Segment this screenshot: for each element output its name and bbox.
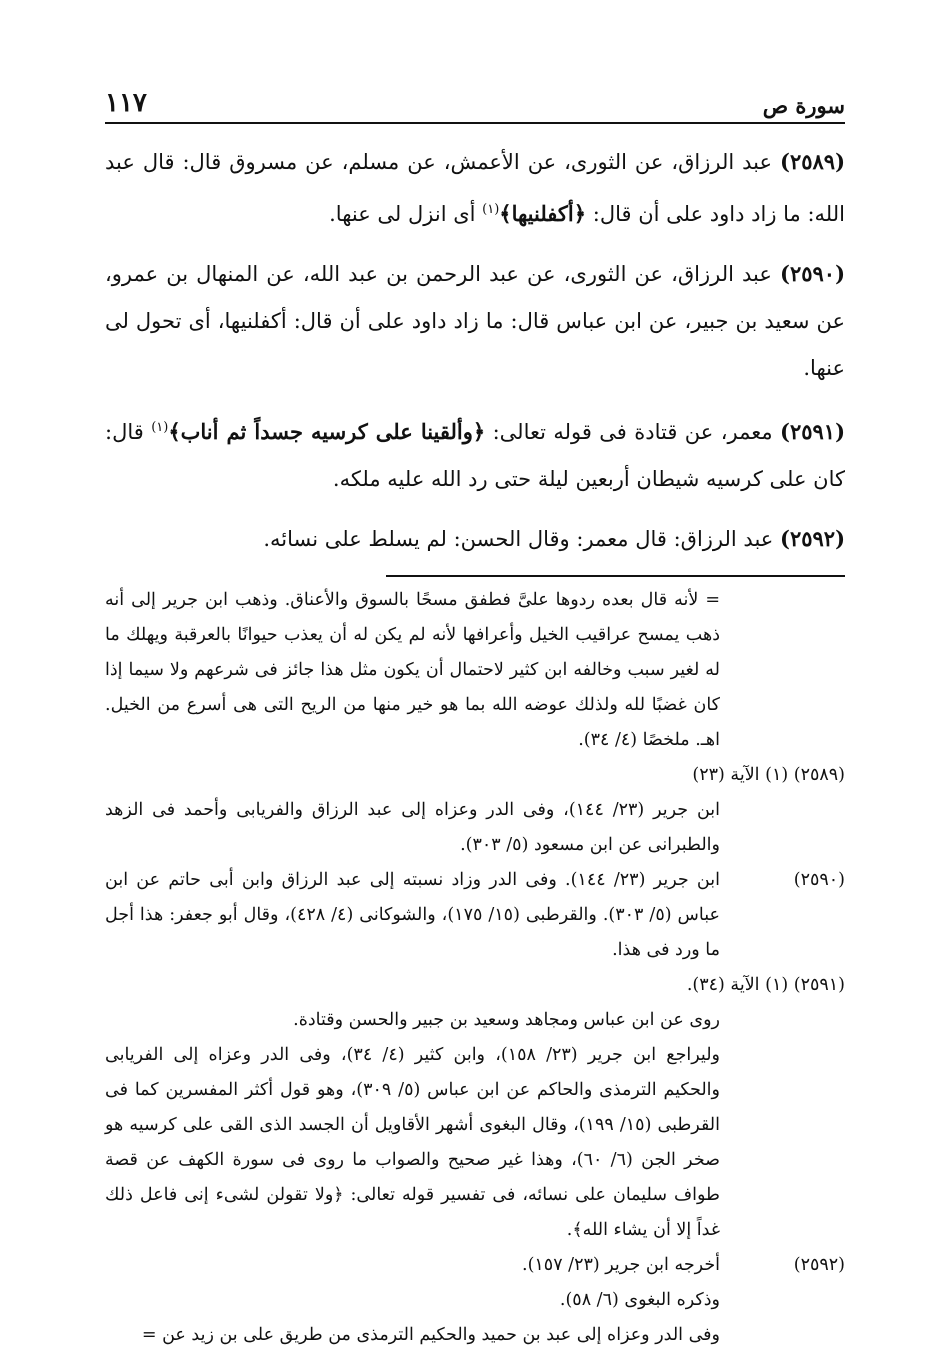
footnote-2590 [105,863,845,968]
page-number: ١١٧ [105,88,147,118]
entry-number: (٢٥٨٩) [780,149,845,174]
footnote-2592 [105,1248,845,1353]
hadith-entry-2591 [105,404,845,503]
entry-number: (٢٥٩٢) [780,526,845,551]
entry-text-after: قال: كان على كرسيه شيطان أربعين ليلة حتى رد الله عليه ملكه. [105,420,845,491]
hadith-entry-2589 [105,138,845,238]
footnote-2590-tag: (٢٥٩٠) [793,870,845,890]
entry-number: (٢٥٩٠) [780,261,845,286]
entry-text: عبد الرزاق، عن الثورى، عن الأعمش، عن مسلم، عن مسروق قال: قال عبد الله: ما زاد داود على أن قال: [105,150,845,226]
footnote-2591-line1: روى عن ابن عباس ومجاهد وسعيد بن جبير والحسن وقتادة. [293,1010,720,1030]
entry-number: (٢٥٩١) [780,419,845,444]
entry-text: عبد الرزاق: قال معمر: وقال الحسن: لم يسلط على نسائه. [263,527,780,551]
quran-quote: ﴿وألقينا على كرسيه جسداً ثم أناب﴾ [168,419,486,444]
hadith-entry-2592 [105,515,845,563]
entry-text: معمر، عن قتادة فى قوله تعالى: [485,420,780,444]
entry-text-after: أى انزل لى عنها. [329,202,483,226]
page-header [105,84,845,118]
footnotes [105,583,845,1353]
entry-text: عبد الرزاق، عن الثورى، عن عبد الرحمن بن عبد الله، عن المنهال بن عمرو، عن سعيد بن جبير، عن ابن عباس قال: ما زاد داود على أن قال: أكفلنيها، أى تحول لى عنها. [105,262,845,380]
footnote-marker: (١) [151,420,169,435]
footnote-2592-tag: (٢٥٩٢) [793,1255,845,1275]
footnote-2592-line3: وفى الدر وعزاه إلى عبد بن حميد والحكيم الترمذى من طريق على بن زيد عن = [141,1325,720,1345]
footnote-2589-body: ابن جرير (٢٣/ ١٤٤)، وفى الدر وعزاه إلى عبد الرزاق والفريابى وأحمد فى الزهد والطبرانى عن ابن مسعود (٥/ ٣٠٣). [105,800,720,855]
surah-title: سورة ص [762,93,845,118]
footnote-2590-body: ابن جرير (٢٣/ ١٤٤). وفى الدر وزاد نسبته إلى عبد الرزاق وابن أبى حاتم عن ابن عباس (٥/ ٣٠٣). والقرطبى (١٥/ ١٧٥)، والشوكانى (٤/ ٤٢٨)، وقال أبو جعفر: هذا أجل ما ورد فى هذا. [105,870,720,960]
footnote-2592-line1: أخرجه ابن جرير (٢٣/ ١٥٧). [522,1255,720,1275]
quran-quote: ﴿أكفلنيها﴾ [499,201,587,226]
footnote-continuation: = لأنه قال بعده ردوها علىَّ فطفق مسحًا بالسوق والأعناق. وذهب ابن جرير إلى أنه ذهب يمسح عراقيب الخيل وأعرافها لأنه لم يكن له أن يعذب حيوانًا بالعرقبة ويهلك ما له لغير سبب وخالفه ابن كثير لاحتمال أن يكون مثل هذا جائز فى شرعهم ولا سيما إذا كان غضبًا لله ولذلك عوضه الله بما هو خير منها من الريح التى هى أسرع من الخيل. اهـ. ملخصًا (٤/ ٣٤). [105,590,720,750]
footnote-marker: (١) [482,202,500,217]
footnote-2589-head: (٢٥٨٩) (١) الآية (٢٣) [692,765,845,785]
hadith-entry-2590 [105,250,845,392]
footnote-2591-head: (٢٥٩١) (١) الآية (٣٤). [686,975,845,995]
footnote-2592-line2: وذكره البغوى (٦/ ٥٨). [559,1290,720,1310]
footnote-divider [386,575,845,577]
header-divider [105,122,845,124]
footnote-2591-line2: وليراجع ابن جرير (٢٣/ ١٥٨)، وابن كثير (٤/ ٣٤)، وفى الدر وعزاه إلى الفريابى والحكيم الترمذى والحاكم عن ابن عباس (٥/ ٣٠٩)، وهو قول أكثر المفسرين كما فى القرطبى (١٥/ ١٩٩)، وقال البغوى أشهر الأقاويل أن الجسد الذى القى على كرسيه هو صخر الجن (٦/ ٦٠)، وهذا غير صحيح والصواب ما روى فى سورة الكهف عن قصة طواف سليمان على نسائه، فى تفسير قوله تعالى: ﴿ولا تقولن لشىء إنى فاعل ذلك غداً إلا أن يشاء الله﴾. [105,1045,720,1240]
